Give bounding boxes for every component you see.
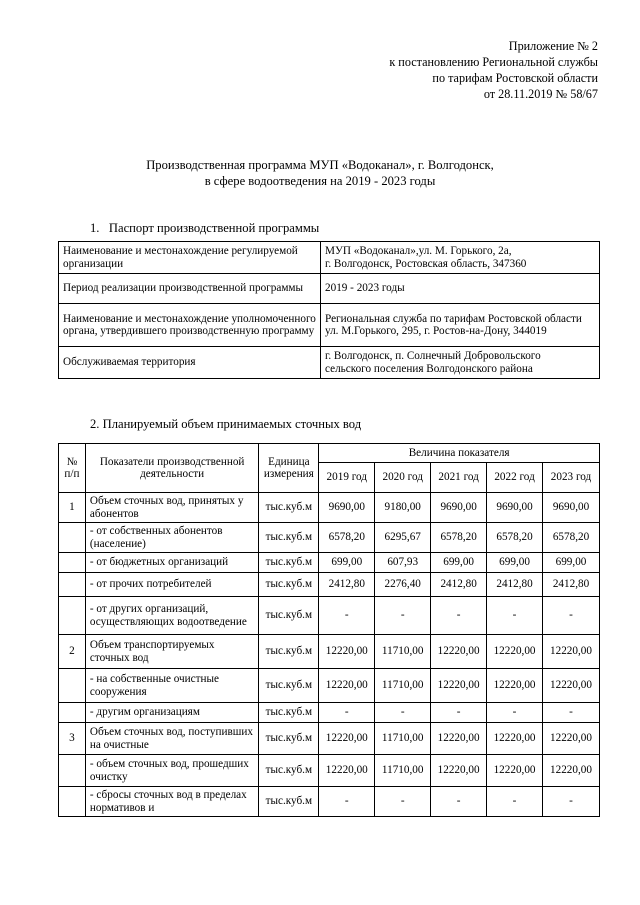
value-cell: 12220,00: [487, 669, 543, 703]
indicator-label: Объем транспортируемых сточных вод: [89, 639, 215, 664]
row-number: 3: [59, 723, 86, 755]
value-cell: 6578,20: [487, 523, 543, 553]
value-cell: -: [431, 703, 487, 723]
indicator-label: Объем сточных вод, принятых у абонентов: [89, 495, 244, 520]
value-cell: 12220,00: [431, 669, 487, 703]
value-cell: -: [543, 703, 600, 723]
indicator-cell: [85, 553, 258, 573]
indicator-cell: [85, 635, 258, 669]
section-heading-volume: [90, 417, 361, 432]
table-row: [59, 723, 600, 755]
passport-value: [321, 304, 600, 347]
value-cell: -: [375, 703, 431, 723]
title-line: в сфере водоотведения на 2019 - 2023 годы: [204, 174, 436, 188]
value-cell: 699,00: [431, 553, 487, 573]
appendix-line: от 28.11.2019 № 58/67: [483, 87, 598, 101]
wastewater-volume-table: [58, 443, 600, 817]
table-row: [59, 523, 600, 553]
value-cell: -: [431, 787, 487, 817]
value-cell: 6295,67: [375, 523, 431, 553]
value-cell: 2412,80: [319, 573, 375, 597]
unit-cell: тыс.куб.м: [259, 597, 319, 635]
section-heading-passport: [90, 221, 319, 236]
indicator-label: - сбросы сточных вод в пределах нормативов и: [89, 789, 247, 814]
passport-value-line: г. Волгодонск, п. Солнечный Добровольского: [325, 350, 541, 362]
value-cell: 11710,00: [375, 755, 431, 787]
value-cell: 6578,20: [319, 523, 375, 553]
passport-value: [321, 242, 600, 274]
header-year: 2019 год: [319, 463, 375, 493]
header-indicator: Показатели производственной деятельности: [85, 444, 258, 493]
passport-row: [59, 242, 600, 274]
value-cell: 11710,00: [375, 723, 431, 755]
table-row: [59, 573, 600, 597]
unit-cell: тыс.куб.м: [259, 635, 319, 669]
passport-value-line: г. Волгодонск, Ростовская область, 347360: [325, 257, 527, 270]
passport-value-line: МУП «Водоканал»,ул. М. Горького, 2а,: [325, 245, 512, 257]
passport-value: [321, 274, 600, 304]
table-row: [59, 597, 600, 635]
value-cell: 12220,00: [487, 723, 543, 755]
indicator-label: Объем сточных вод, поступивших на очистные: [89, 726, 253, 751]
table-row: [59, 553, 600, 573]
unit-cell: тыс.куб.м: [259, 669, 319, 703]
indicator-cell: [85, 573, 258, 597]
value-cell: 12220,00: [543, 755, 600, 787]
passport-row: [59, 274, 600, 304]
unit-cell: тыс.куб.м: [259, 723, 319, 755]
indicator-label: - от других организаций, осуществляющих водоотведение: [89, 603, 247, 628]
value-cell: 9690,00: [487, 493, 543, 523]
value-cell: -: [487, 597, 543, 635]
row-number: 1: [59, 493, 86, 523]
passport-key: Наименование и местонахождение уполномоченного органа, утвердившего производственную программу: [59, 304, 321, 347]
value-cell: -: [319, 787, 375, 817]
value-cell: 607,93: [375, 553, 431, 573]
value-cell: 11710,00: [375, 669, 431, 703]
value-cell: 12220,00: [487, 635, 543, 669]
indicator-cell: [85, 755, 258, 787]
value-cell: 6578,20: [431, 523, 487, 553]
unit-cell: тыс.куб.м: [259, 493, 319, 523]
value-cell: 9690,00: [319, 493, 375, 523]
header-unit: Единица измерения: [259, 444, 319, 493]
value-cell: 12220,00: [431, 755, 487, 787]
indicator-cell: [85, 787, 258, 817]
table-body: [59, 493, 600, 817]
appendix-line: Приложение № 2: [508, 39, 598, 53]
header-year: 2022 год: [487, 463, 543, 493]
row-number: [59, 755, 86, 787]
indicator-label: - объем сточных вод, прошедших очистку: [89, 758, 249, 783]
appendix-block: [389, 38, 598, 102]
value-cell: 12220,00: [319, 723, 375, 755]
value-cell: 12220,00: [319, 755, 375, 787]
passport-row: [59, 347, 600, 379]
value-cell: 2412,80: [487, 573, 543, 597]
table-row: [59, 703, 600, 723]
unit-cell: тыс.куб.м: [259, 703, 319, 723]
value-cell: -: [319, 597, 375, 635]
passport-value-line: 2019 - 2023 годы: [325, 282, 405, 295]
value-cell: 699,00: [487, 553, 543, 573]
passport-body: [59, 242, 600, 379]
indicator-label: - на собственные очистные сооружения: [89, 673, 219, 698]
indicator-label: - другим организациям: [89, 706, 200, 719]
value-cell: -: [543, 597, 600, 635]
row-number: 2: [59, 635, 86, 669]
value-cell: 12220,00: [543, 723, 600, 755]
value-cell: 12220,00: [543, 669, 600, 703]
passport-key: Период реализации производственной программы: [59, 274, 321, 304]
passport-row: [59, 304, 600, 347]
header-value-group: Величина показателя: [319, 444, 600, 463]
table-row: [59, 669, 600, 703]
section-title: 2. Планируемый объем принимаемых сточных вод: [90, 417, 362, 431]
unit-cell: тыс.куб.м: [259, 787, 319, 817]
header-year: 2020 год: [375, 463, 431, 493]
table-row: [59, 635, 600, 669]
value-cell: 699,00: [319, 553, 375, 573]
table-header: [59, 444, 600, 493]
section-title: Паспорт производственной программы: [108, 221, 320, 235]
unit-cell: тыс.куб.м: [259, 523, 319, 553]
value-cell: 12220,00: [431, 723, 487, 755]
value-cell: -: [375, 597, 431, 635]
header-num: № п/п: [59, 444, 86, 493]
title-line: Производственная программа МУП «Водоканал», г. Волгодонск,: [146, 158, 494, 172]
row-number: [59, 703, 86, 723]
passport-key: Наименование и местонахождение регулируемой организации: [59, 242, 321, 274]
value-cell: 9690,00: [431, 493, 487, 523]
value-cell: 6578,20: [543, 523, 600, 553]
value-cell: -: [487, 787, 543, 817]
row-number: [59, 573, 86, 597]
indicator-cell: [85, 669, 258, 703]
value-cell: 11710,00: [375, 635, 431, 669]
header-year: 2021 год: [431, 463, 487, 493]
passport-key: Обслуживаемая территория: [59, 347, 321, 379]
unit-cell: тыс.куб.м: [259, 553, 319, 573]
passport-value-line: Региональная служба по тарифам Ростовской области: [325, 312, 582, 325]
indicator-cell: [85, 723, 258, 755]
indicator-cell: [85, 493, 258, 523]
passport-value-line: сельского поселения Волгодонского района: [325, 362, 533, 375]
unit-cell: тыс.куб.м: [259, 573, 319, 597]
indicator-label: - от бюджетных организаций: [89, 556, 229, 569]
header-year: 2023 год: [543, 463, 600, 493]
passport-table: [58, 241, 600, 379]
passport-value: [321, 347, 600, 379]
section-number: 1.: [90, 221, 100, 235]
indicator-cell: [85, 703, 258, 723]
value-cell: 12220,00: [487, 755, 543, 787]
value-cell: 2412,80: [431, 573, 487, 597]
table-row: [59, 755, 600, 787]
row-number: [59, 787, 86, 817]
value-cell: 9180,00: [375, 493, 431, 523]
value-cell: -: [543, 787, 600, 817]
appendix-line: к постановлению Региональной службы: [389, 55, 598, 69]
indicator-label: - от собственных абонентов (население): [89, 525, 223, 550]
row-number: [59, 669, 86, 703]
indicator-label: - от прочих потребителей: [89, 578, 212, 591]
value-cell: 12220,00: [319, 635, 375, 669]
value-cell: 12220,00: [431, 635, 487, 669]
indicator-cell: [85, 597, 258, 635]
table-row: [59, 493, 600, 523]
value-cell: 2412,80: [543, 573, 600, 597]
appendix-line: по тарифам Ростовской области: [432, 71, 598, 85]
value-cell: 2276,40: [375, 573, 431, 597]
value-cell: 699,00: [543, 553, 600, 573]
value-cell: 12220,00: [543, 635, 600, 669]
value-cell: -: [431, 597, 487, 635]
table-row: [59, 787, 600, 817]
value-cell: 12220,00: [319, 669, 375, 703]
row-number: [59, 523, 86, 553]
unit-cell: тыс.куб.м: [259, 755, 319, 787]
value-cell: 9690,00: [543, 493, 600, 523]
row-number: [59, 553, 86, 573]
row-number: [59, 597, 86, 635]
document-title: [0, 157, 640, 189]
value-cell: -: [319, 703, 375, 723]
passport-value-line: ул. М.Горького, 295, г. Ростов-на-Дону, 344019: [325, 325, 547, 337]
value-cell: -: [487, 703, 543, 723]
indicator-cell: [85, 523, 258, 553]
value-cell: -: [375, 787, 431, 817]
